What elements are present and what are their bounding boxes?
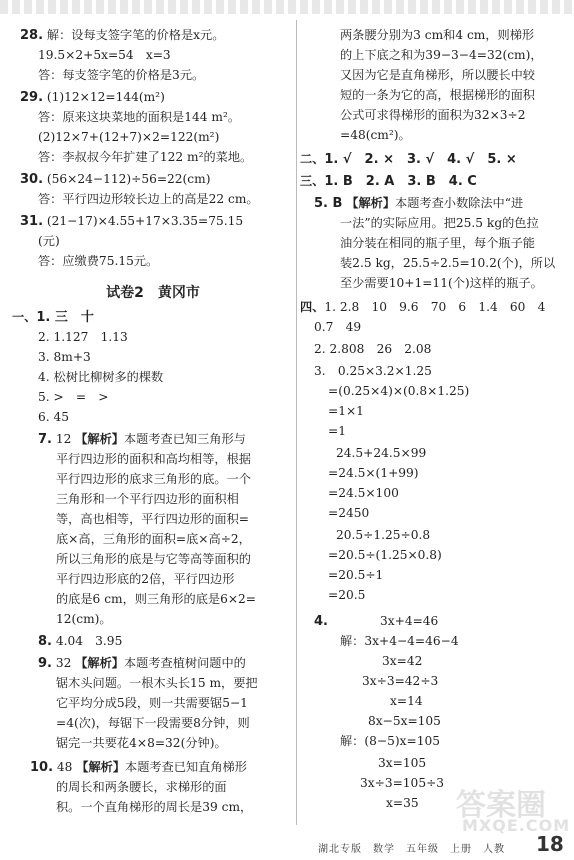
- q10-cont-line2: 的上下底之和为39−3−4=32(cm)，: [340, 48, 543, 62]
- q30-line2: 答：平行四边形较长边上的高是22 cm。: [38, 192, 259, 206]
- eq-a1: 3x+4=46: [380, 614, 439, 628]
- top-decorative-band: [0, 0, 574, 14]
- q10-line2: 的周长和两条腰长，求梯形的面: [56, 780, 227, 794]
- sec1-ans6: 6. 45: [38, 410, 70, 424]
- q10-line3: 积。一个直角梯形的周长是39 cm，: [56, 800, 253, 814]
- calc-a1: 3. 0.25×3.2×1.25: [314, 364, 432, 378]
- sec2-label: 二、: [300, 152, 325, 166]
- q9-line1: 9. 32 【解析】本题考查植树问题中的: [38, 656, 246, 671]
- footer-text: 湖北专版 数学 五年级 上册 人教: [318, 844, 505, 855]
- sec1-ans3: 3. 8m+3: [38, 350, 91, 364]
- q10-cont-line6: =48(cm²)。: [340, 128, 411, 142]
- q28-line3: 答：每支签字笔的价格是3元。: [38, 68, 205, 82]
- calc-a3: =1×1: [328, 404, 364, 418]
- q9-number: 9.: [38, 656, 52, 671]
- sec3-q5-line5: 至少需要10+1=11(个)这样的瓶子。: [340, 276, 543, 290]
- analysis-tag: 【解析】: [75, 656, 124, 670]
- q7-line4: 三角形和一个平行四边形的面积相: [56, 492, 239, 506]
- q9-line4: =4(次)，每锯下一段需要8分钟，则: [56, 716, 250, 730]
- q7-line7: 所以三角形的底是与它等高等面积的: [56, 552, 251, 566]
- analysis-tag: 【解析】: [76, 760, 126, 774]
- q7-line10: 12(cm)。: [56, 612, 112, 626]
- sec4-line1: 四、1. 2.8 10 9.6 70 6 1.4 60 4: [300, 300, 546, 314]
- q28-line2: 19.5×2+5x=54 x=3: [38, 48, 171, 62]
- q31-line1: 31. (21−17)×4.55+17×3.35=75.15: [20, 214, 244, 229]
- q29-line2: 答：原来这块菜地的面积是144 m²。: [38, 110, 241, 124]
- calc-c4: =20.5: [328, 588, 366, 602]
- q29-line3: (2)12×7+(12+7)×2=122(m²): [38, 130, 220, 144]
- eq-a4: 3x÷3=42÷3: [362, 674, 439, 688]
- page-number: 18: [536, 832, 564, 856]
- paper-title: 试卷2 黄冈市: [106, 285, 200, 301]
- q10-cont-line5: 公式可求得梯形的面积为32×3÷2: [340, 108, 526, 122]
- q30-number: 30.: [20, 172, 44, 187]
- q7-line6: 底×高，三角形的面积=底×高÷2，: [56, 532, 251, 546]
- sec1-line1: 一、1. 三 十: [12, 310, 94, 325]
- q10-number: 10.: [30, 760, 54, 775]
- q29-number: 29.: [20, 90, 44, 105]
- q9-line5: 锯完一共要花4×8=32(分钟)。: [56, 736, 227, 750]
- sec1-label: 一、: [12, 310, 37, 324]
- calc-b2: =24.5×(1+99): [328, 466, 419, 480]
- eq-a2: 解：3x+4−4=46−4: [340, 634, 459, 648]
- calc-b3: =24.5×100: [328, 486, 399, 500]
- eq-b1: 8x−5x=105: [368, 714, 441, 728]
- calc-a4: =1: [328, 424, 346, 438]
- q10-cont-line4: 短的一条为它的高，根据梯形的面积: [340, 88, 535, 102]
- q9-line2: 锯木头问题。一根木头长15 m，要把: [56, 676, 258, 690]
- sec3-q5-line2: 一法”的实际应用。把25.5 kg的色拉: [340, 216, 539, 230]
- sec3-label: 三、: [300, 174, 325, 188]
- sec4-line2: 0.7 49: [314, 320, 362, 334]
- sec3-q5-line4: 装2.5 kg，25.5÷2.5=10.2(个)，所以: [340, 256, 556, 270]
- eq-b3: 3x=105: [378, 756, 427, 770]
- sec1-ans4: 4. 松树比柳树多的棵数: [38, 370, 164, 384]
- q30-line1: 30. (56×24−112)÷56=22(cm): [20, 172, 211, 187]
- q7-line8: 平行四边形底的2倍，平行四边形: [56, 572, 235, 586]
- column-divider: [296, 20, 297, 825]
- q10-cont-line1: 两条腰分别为3 cm和4 cm，则梯形: [340, 28, 535, 42]
- sec4-line3: 2. 2.808 26 2.08: [314, 342, 432, 356]
- q7-number: 7.: [38, 432, 52, 447]
- sec1-ans5: 5. > = >: [38, 390, 109, 404]
- q29-line4: 答：李叔叔今年扩建了122 m²的菜地。: [38, 150, 253, 164]
- eq-a5: x=14: [390, 694, 423, 708]
- watermark: [452, 780, 572, 840]
- sec4-label: 四、: [300, 300, 325, 314]
- eq-number: 4.: [314, 614, 328, 629]
- watermark-line2: MXQE.COM: [462, 816, 571, 835]
- sec3-line: 三、1. B 2. A 3. B 4. C: [300, 174, 477, 189]
- q9-line3: 它平均分成5段，则一共需要锯5−1: [56, 696, 248, 710]
- watermark-line1: 答案圈: [456, 788, 546, 823]
- calc-a2: =(0.25×4)×(0.8×1.25): [328, 384, 470, 398]
- q7-line1: 7. 12 【解析】本题考查已知三角形与: [38, 432, 246, 447]
- sec1-ans2: 2. 1.127 1.13: [38, 330, 128, 344]
- eq-b2: 解：(8−5)x=105: [340, 734, 440, 748]
- page-footer: [0, 832, 574, 858]
- sec2-line: 二、1. √ 2. × 3. √ 4. √ 5. ×: [300, 152, 517, 167]
- sec3-q5-line1: 5. B 【解析】本题考查小数除法中“进: [314, 196, 524, 211]
- q7-line9: 的底是6 cm，则三角形的底是6×2=: [56, 592, 257, 606]
- calc-b1: 24.5+24.5×99: [336, 446, 427, 460]
- calc-c3: =20.5÷1: [328, 568, 384, 582]
- calc-b4: =2450: [328, 506, 370, 520]
- calc-c1: 20.5÷1.25÷0.8: [336, 528, 431, 542]
- sec3-q5-line3: 油分装在相同的瓶子里，每个瓶子能: [340, 236, 535, 250]
- analysis-tag: 【解析】: [75, 432, 124, 446]
- q31-line3: 答：应缴费75.15元。: [38, 254, 159, 268]
- q7-line3: 平行四边形的底求三角形的底。一个: [56, 472, 251, 486]
- eq-b5: x=35: [386, 796, 419, 810]
- q31-number: 31.: [20, 214, 44, 229]
- eq-a3: 3x=42: [382, 654, 423, 668]
- eq-b4: 3x÷3=105÷3: [360, 776, 445, 790]
- q8-number: 8.: [38, 634, 52, 649]
- analysis-tag: 【解析】: [346, 196, 396, 210]
- calc-c2: =20.5÷(1.25×0.8): [328, 548, 442, 562]
- q31-line2: (元): [38, 234, 60, 248]
- q10-cont-line3: 又因为它是直角梯形，所以腰长中较: [340, 68, 535, 82]
- q7-line5: 等，高也相等，平行四边形的面积=: [56, 512, 250, 526]
- q29-line1: 29. (1)12×12=144(m²): [20, 90, 165, 105]
- q7-line2: 平行四边形的面积和高均相等，根据: [56, 452, 251, 466]
- q10-line1: 10. 48 【解析】本题考查已知直角梯形: [30, 760, 247, 775]
- q28-number: 28.: [20, 28, 44, 43]
- q28-line1: 28. 解：设每支签字笔的价格是x元。: [20, 28, 225, 43]
- q8-line: 8. 4.04 3.95: [38, 634, 123, 649]
